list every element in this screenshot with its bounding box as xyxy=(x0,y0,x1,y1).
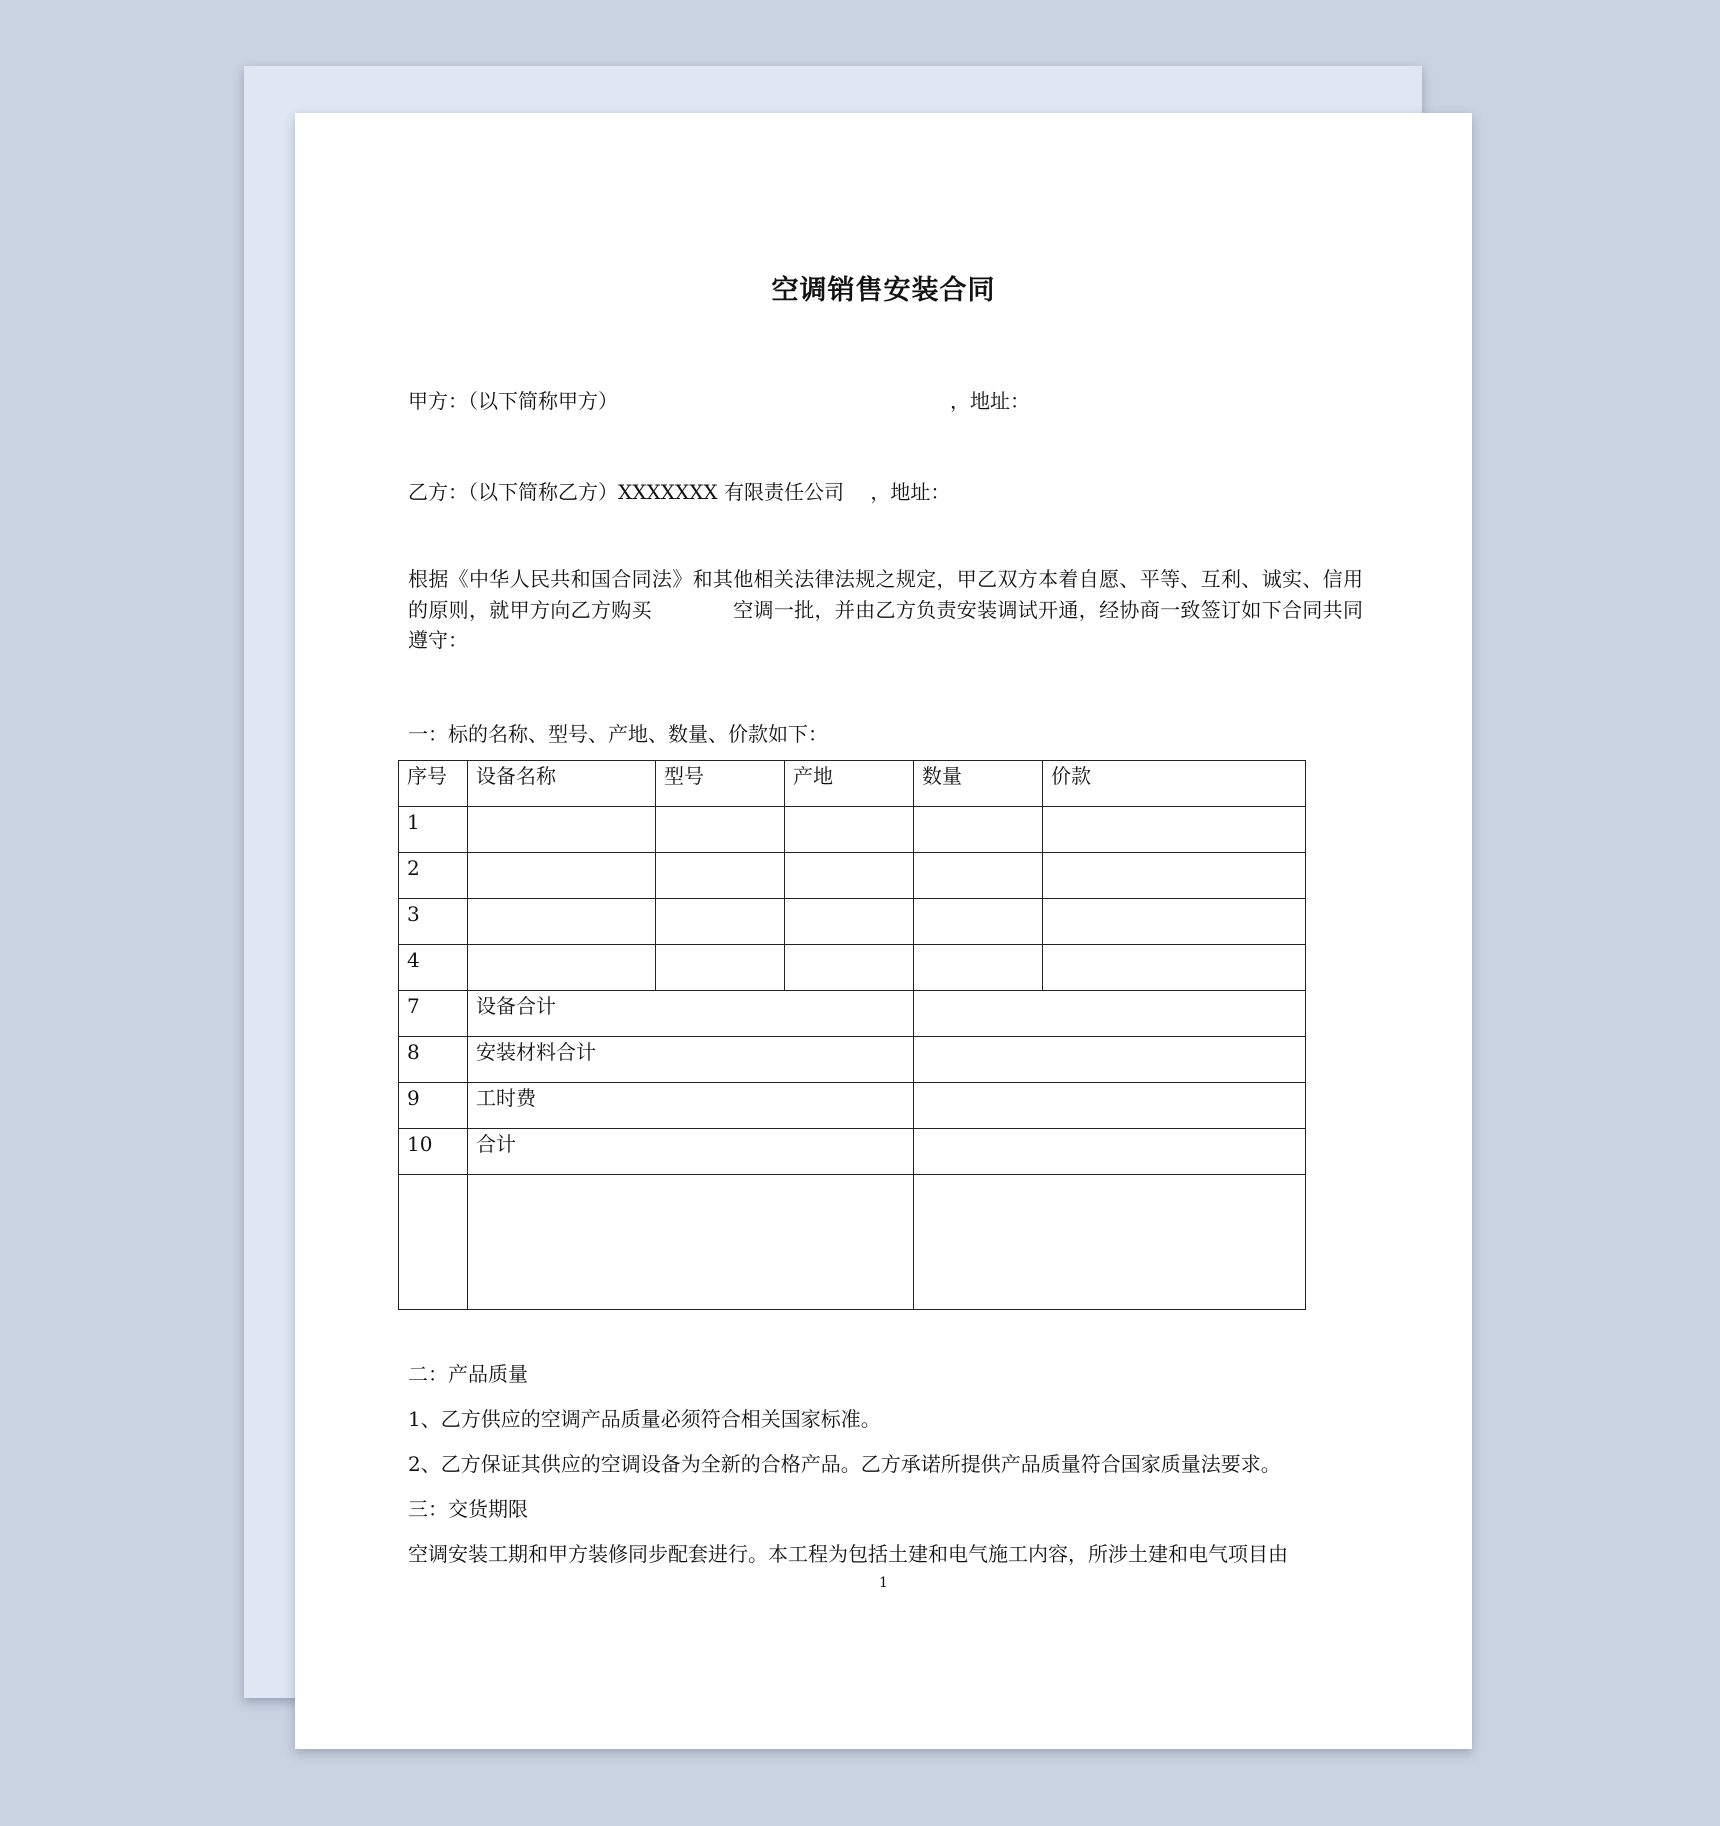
cell-price xyxy=(1043,899,1306,945)
cell-name xyxy=(468,807,656,853)
row-number: 8 xyxy=(399,1037,468,1083)
blank-cell xyxy=(914,1175,1306,1310)
cell-quantity xyxy=(914,807,1043,853)
summary-label: 工时费 xyxy=(468,1083,914,1129)
row-number: 3 xyxy=(399,899,468,945)
row-number: 4 xyxy=(399,945,468,991)
summary-value xyxy=(914,1083,1306,1129)
summary-label: 安装材料合计 xyxy=(468,1037,914,1083)
blank-cell xyxy=(468,1175,914,1310)
header-cell-origin: 产地 xyxy=(785,761,914,807)
cell-name xyxy=(468,853,656,899)
header-cell-price: 价款 xyxy=(1043,761,1306,807)
cell-origin xyxy=(785,899,914,945)
summary-label: 合计 xyxy=(468,1129,914,1175)
summary-value xyxy=(914,1129,1306,1175)
summary-value xyxy=(914,991,1306,1037)
party-a-address-label: ，地址： xyxy=(950,389,1030,413)
header-cell-no: 序号 xyxy=(399,761,468,807)
header-cell-model: 型号 xyxy=(656,761,785,807)
cell-model xyxy=(656,807,785,853)
cell-quantity xyxy=(914,945,1043,991)
table-row xyxy=(399,899,1306,945)
row-number: 1 xyxy=(399,807,468,853)
section-3-heading: 三：交货期限 xyxy=(408,1497,528,1521)
party-b-line: 乙方：（以下简称乙方）XXXXXXX 有限责任公司 ，地址： xyxy=(408,480,951,504)
page-number: 1 xyxy=(879,1575,888,1591)
party-a-label: 甲方：（以下简称甲方） xyxy=(408,389,618,413)
table-row xyxy=(399,807,1306,853)
summary-row xyxy=(399,991,1306,1037)
header-cell-name: 设备名称 xyxy=(468,761,656,807)
table-row xyxy=(399,945,1306,991)
cell-name xyxy=(468,945,656,991)
table-header-row xyxy=(399,761,1306,807)
equipment-table xyxy=(398,760,1306,1310)
cell-quantity xyxy=(914,899,1043,945)
section-2-item: 2、乙方保证其供应的空调设备为全新的合格产品。乙方承诺所提供产品质量符合国家质量法要求。 xyxy=(408,1452,1281,1476)
cell-quantity xyxy=(914,853,1043,899)
summary-row xyxy=(399,1083,1306,1129)
cell-model xyxy=(656,899,785,945)
summary-row xyxy=(399,1129,1306,1175)
section-3-text: 空调安装工期和甲方装修同步配套进行。本工程为包括土建和电气施工内容，所涉土建和电气项目由 xyxy=(408,1542,1288,1566)
section-1-heading: 一：标的名称、型号、产地、数量、价款如下： xyxy=(408,722,828,746)
section-2-item: 1、乙方供应的空调产品质量必须符合相关国家标准。 xyxy=(408,1407,881,1431)
row-number: 2 xyxy=(399,853,468,899)
summary-row xyxy=(399,1037,1306,1083)
cell-price xyxy=(1043,853,1306,899)
cell-model xyxy=(656,853,785,899)
table-row xyxy=(399,853,1306,899)
summary-value xyxy=(914,1037,1306,1083)
blank-cell xyxy=(399,1175,468,1310)
row-number: 7 xyxy=(399,991,468,1037)
cell-price xyxy=(1043,945,1306,991)
cell-origin xyxy=(785,853,914,899)
contract-page xyxy=(295,113,1472,1749)
cell-origin xyxy=(785,945,914,991)
section-2-heading: 二：产品质量 xyxy=(408,1362,528,1386)
cell-origin xyxy=(785,807,914,853)
cell-name xyxy=(468,899,656,945)
header-cell-quantity: 数量 xyxy=(914,761,1043,807)
row-number: 9 xyxy=(399,1083,468,1129)
cell-model xyxy=(656,945,785,991)
summary-label: 设备合计 xyxy=(468,991,914,1037)
row-number: 10 xyxy=(399,1129,468,1175)
intro-paragraph: 根据《中华人民共和国合同法》和其他相关法律法规之规定，甲乙双方本着自愿、平等、互利、诚实、信用的原则，就甲方向乙方购买 空调一批，并由乙方负责安装调试开通，经协商一致签订如下合同共同遵守： xyxy=(408,567,1363,652)
blank-row xyxy=(399,1175,1306,1310)
document-title: 空调销售安装合同 xyxy=(771,275,996,306)
cell-price xyxy=(1043,807,1306,853)
